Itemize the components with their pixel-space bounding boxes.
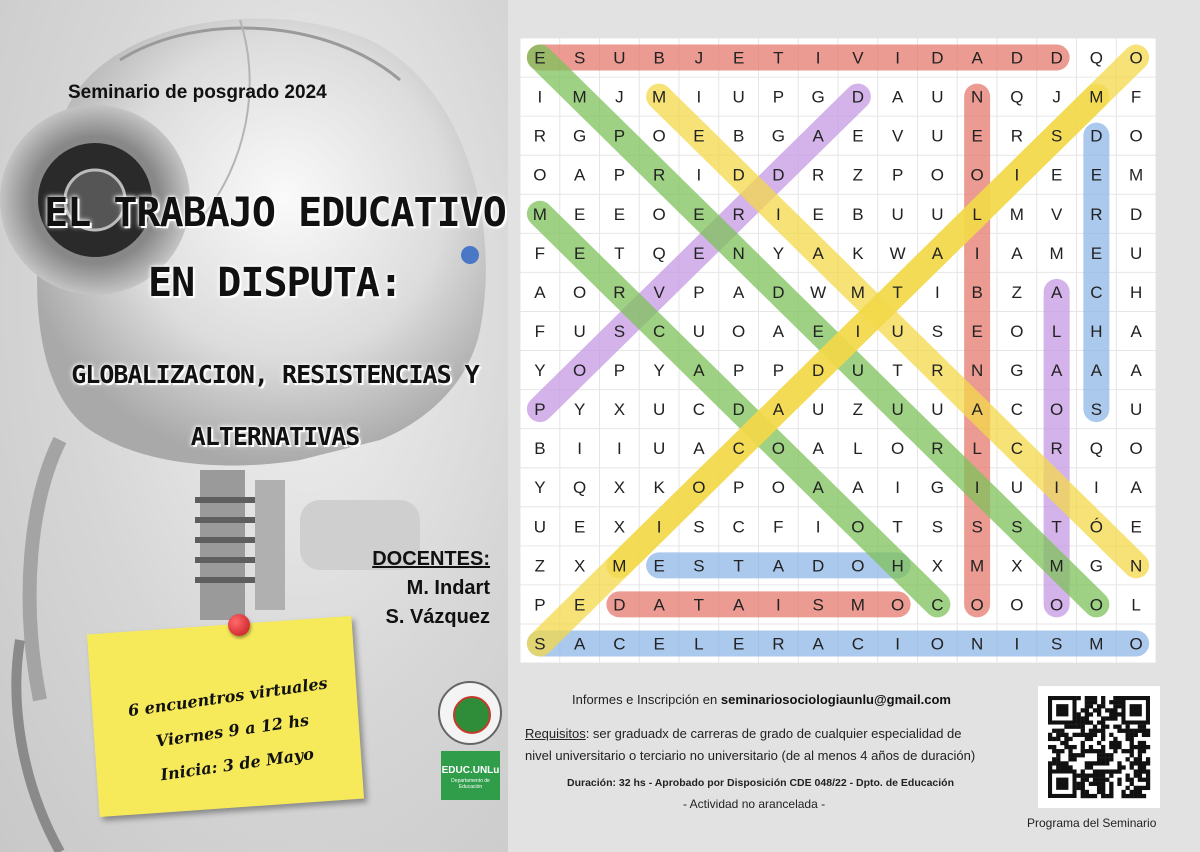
grid-letter: G (930, 478, 944, 498)
grid-letter: O (652, 204, 666, 224)
grid-letter: Q (652, 243, 666, 263)
grid-letter: C (851, 634, 865, 654)
grid-letter: O (891, 595, 905, 615)
grid-letter: V (653, 282, 665, 302)
grid-letter: R (1050, 439, 1063, 459)
grid-letter: Z (852, 400, 864, 420)
grid-letter: A (772, 321, 785, 341)
grid-letter: J (615, 87, 624, 107)
grid-letter: E (1090, 165, 1103, 185)
grid-letter: A (1050, 282, 1063, 302)
grid-letter: T (1051, 517, 1062, 537)
grid-letter: I (656, 517, 662, 537)
grid-letter: E (1130, 517, 1142, 537)
grid-letter: U (891, 400, 904, 420)
grid-letter: I (577, 439, 582, 459)
grid-letter: A (772, 400, 785, 420)
grid-letter: X (931, 556, 944, 576)
grid-letter: P (534, 400, 546, 420)
grid-letter: I (974, 243, 980, 263)
grid-letter: M (532, 204, 547, 224)
grid-letter: I (1094, 478, 1099, 498)
grid-letter: P (613, 361, 626, 381)
grid-letter: C (732, 439, 745, 459)
grid-letter: I (696, 165, 702, 185)
grid-letter: A (1130, 478, 1142, 498)
grid-letter: O (771, 478, 785, 498)
title-line-3: GLOBALIZACION, RESISTENCIAS Y (71, 360, 479, 389)
grid-letter: U (573, 321, 586, 341)
docente-name: M. Indart (406, 577, 490, 599)
grid-letter: R (931, 361, 944, 381)
grid-letter: S (971, 517, 983, 537)
grid-letter: D (732, 400, 745, 420)
docentes-block (360, 545, 490, 632)
grid-letter: E (653, 634, 665, 654)
grid-letter: O (732, 321, 746, 341)
educ-unlu-logo (441, 751, 500, 800)
grid-letter: O (1050, 400, 1064, 420)
note-line-schedule: Viernes 9 a 12 hs (154, 710, 311, 751)
grid-letter: U (851, 361, 865, 381)
grid-letter: I (537, 87, 543, 107)
requirements-line-1: : ser graduadx de carreras de grado de cualquier especialidad de (585, 726, 962, 741)
requirements (525, 723, 975, 767)
grid-letter: E (693, 126, 705, 146)
grid-letter: M (652, 87, 667, 107)
contact-line (572, 692, 951, 707)
grid-letter: M (612, 556, 627, 576)
grid-letter: T (892, 517, 903, 537)
word-search-grid (520, 38, 1156, 663)
requirements-label: Requisitos (525, 726, 586, 741)
grid-letter: A (693, 439, 705, 459)
grid-letter: Q (1089, 439, 1103, 459)
grid-letter: R (931, 439, 944, 459)
grid-letter: D (732, 165, 745, 185)
title-line-1: EL TRABAJO EDUCATIVO (44, 190, 506, 236)
grid-letter: E (653, 556, 665, 576)
grid-letter: U (692, 321, 706, 341)
grid-letter: L (972, 439, 982, 459)
grid-letter: S (1011, 517, 1023, 537)
grid-letter: E (573, 204, 586, 224)
grid-letter: A (732, 595, 745, 615)
grid-letter: B (852, 204, 864, 224)
grid-letter: U (931, 204, 944, 224)
grid-letter: T (733, 556, 744, 576)
grid-letter: U (613, 48, 626, 68)
grid-letter: U (533, 517, 547, 537)
grid-letter: I (895, 48, 900, 68)
grid-letter: E (971, 126, 983, 146)
grid-letter: O (970, 165, 984, 185)
grid-letter: W (810, 282, 827, 302)
grid-letter: H (1090, 321, 1103, 341)
grid-letter: G (811, 87, 825, 107)
grid-letter: V (891, 126, 904, 146)
grid-letter: X (1011, 556, 1023, 576)
grid-letter: C (732, 517, 745, 537)
grid-letter: A (971, 48, 983, 68)
grid-letter: I (895, 478, 900, 498)
grid-letter: P (613, 165, 626, 185)
grid-letter: A (772, 556, 785, 576)
grid-letter: P (732, 361, 745, 381)
grid-letter: A (1130, 321, 1142, 341)
grid-letter: I (1014, 165, 1020, 185)
grid-letter: O (1129, 634, 1143, 654)
grid-letter: M (850, 282, 865, 302)
grid-letter: T (693, 595, 705, 615)
grid-letter: E (573, 595, 586, 615)
title-line-2: EN DISPUTA: (148, 260, 402, 306)
grid-letter: Q (1010, 87, 1024, 107)
grid-letter: E (534, 48, 546, 68)
grid-letter: V (1050, 204, 1063, 224)
grid-letter: D (811, 556, 825, 576)
grid-letter: I (696, 87, 702, 107)
grid-letter: T (892, 282, 903, 302)
grid-letter: F (534, 243, 546, 263)
requirements-line-2: nivel universitario o terciario no universitario (de al menos 4 años de duración) (525, 748, 976, 763)
grid-letter: F (534, 321, 546, 341)
grid-letter: O (970, 595, 984, 615)
grid-letter: N (970, 361, 984, 381)
grid-letter: D (772, 282, 785, 302)
grid-letter: D (931, 48, 944, 68)
grid-letter: Q (573, 478, 587, 498)
grid-letter: A (573, 165, 586, 185)
grid-letter: S (931, 321, 944, 341)
grid-letter: P (772, 361, 785, 381)
qr-caption: Programa del Seminario (1027, 816, 1157, 830)
grid-letter: I (1054, 478, 1059, 498)
grid-letter: U (811, 400, 825, 420)
grid-letter: F (1130, 87, 1142, 107)
seminar-label: Seminario de posgrado 2024 (68, 82, 327, 103)
grid-letter: D (772, 165, 785, 185)
grid-letter: S (931, 517, 944, 537)
grid-letter: I (935, 282, 940, 302)
grid-letter: L (1131, 595, 1141, 615)
grid-letter: R (613, 282, 626, 302)
grid-letter: O (930, 165, 944, 185)
grid-letter: E (693, 204, 705, 224)
grid-letter: M (1049, 243, 1064, 263)
grid-letter: A (1011, 243, 1023, 263)
grid-letter: M (1009, 204, 1024, 224)
grid-letter: K (852, 243, 864, 263)
grid-letter: Q (1089, 48, 1103, 68)
grid-letter: N (1129, 556, 1143, 576)
robot-poster-panel (0, 0, 508, 852)
grid-letter: A (971, 400, 983, 420)
grid-letter: C (1010, 439, 1024, 459)
grid-letter: J (1052, 87, 1061, 107)
grid-letter: U (1010, 478, 1024, 498)
grid-letter: I (815, 48, 821, 68)
grid-letter: A (732, 282, 745, 302)
grid-letter: D (1129, 204, 1143, 224)
grid-letter: I (617, 439, 622, 459)
grid-letter: A (1130, 361, 1142, 381)
grid-letter: D (811, 361, 825, 381)
grid-letter: U (732, 87, 745, 107)
grid-letter: R (772, 634, 785, 654)
docentes-label: DOCENTES: (372, 548, 490, 570)
grid-letter: U (891, 204, 904, 224)
grid-letter: S (812, 595, 824, 615)
grid-letter: L (1051, 321, 1062, 341)
grid-letter: A (812, 243, 824, 263)
grid-letter: F (773, 517, 784, 537)
grid-letter: S (693, 517, 705, 537)
grid-letter: G (1089, 556, 1103, 576)
grid-letter: R (1090, 204, 1103, 224)
grid-letter: D (613, 595, 626, 615)
grid-letter: O (533, 165, 547, 185)
grid-letter: R (652, 165, 666, 185)
grid-letter: R (732, 204, 745, 224)
grid-letter: M (1049, 556, 1064, 576)
grid-letter: S (613, 321, 626, 341)
grid-letter: I (776, 595, 781, 615)
grid-letter: Y (534, 478, 546, 498)
grid-letter: E (971, 321, 983, 341)
grid-letter: R (811, 165, 825, 185)
grid-letter: T (614, 243, 625, 263)
grid-letter: A (653, 595, 665, 615)
grid-letter: C (1010, 400, 1024, 420)
grid-letter: O (1129, 439, 1143, 459)
grid-letter: C (931, 595, 944, 615)
grid-letter: Z (1011, 282, 1023, 302)
activity-line: - Actividad no arancelada - (683, 797, 826, 811)
grid-letter: B (534, 439, 546, 459)
grid-letter: T (892, 361, 903, 381)
grid-letter: A (812, 439, 824, 459)
grid-letter: V (852, 48, 864, 68)
grid-letter: G (771, 126, 785, 146)
grid-letter: L (972, 204, 982, 224)
grid-letter: Y (653, 361, 665, 381)
grid-letter: A (534, 282, 546, 302)
grid-letter: A (812, 126, 824, 146)
grid-letter: M (1089, 87, 1104, 107)
grid-letter: S (1050, 126, 1063, 146)
grid-letter: E (732, 48, 745, 68)
grid-letter: B (732, 126, 745, 146)
grid-letter: O (851, 556, 865, 576)
grid-letter: U (931, 126, 944, 146)
grid-letter: U (931, 400, 944, 420)
grid-letter: E (812, 204, 824, 224)
grid-letter: I (974, 478, 980, 498)
grid-letter: I (815, 517, 821, 537)
grid-letter: U (891, 321, 904, 341)
grid-letter: H (891, 556, 904, 576)
grid-letter: A (693, 361, 705, 381)
grid-letter: U (652, 439, 666, 459)
grid-letter: B (653, 48, 665, 68)
grid-letter: M (970, 556, 985, 576)
grid-letter: A (1050, 361, 1063, 381)
grid-letter: P (693, 282, 705, 302)
grid-letter: D (1050, 48, 1063, 68)
grid-letter: C (613, 634, 626, 654)
grid-letter: M (572, 87, 587, 107)
qr-code[interactable] (1038, 686, 1160, 808)
grid-letter: A (931, 243, 944, 263)
grid-letter: E (812, 321, 824, 341)
grid-letter: M (1089, 634, 1104, 654)
grid-letter: A (812, 478, 824, 498)
grid-letter: K (653, 478, 665, 498)
grid-letter: C (692, 400, 706, 420)
educ-logo-subtext: Departamento de Educación (451, 778, 490, 790)
grid-letter: A (891, 87, 904, 107)
grid-letter: O (1089, 595, 1103, 615)
grid-letter: Y (534, 361, 546, 381)
grid-letter: M (1129, 165, 1144, 185)
grid-letter: E (852, 126, 864, 146)
grid-letter: E (573, 517, 586, 537)
grid-letter: Y (772, 243, 785, 263)
grid-letter: X (613, 400, 626, 420)
grid-letter: N (970, 87, 984, 107)
grid-letter: C (1090, 282, 1103, 302)
grid-letter: O (1010, 321, 1024, 341)
grid-letter: X (613, 517, 626, 537)
title-line-4: ALTERNATIVAS (190, 422, 360, 451)
word-search-svg (520, 38, 1156, 663)
grid-letter: P (891, 165, 904, 185)
grid-letter: O (692, 478, 706, 498)
grid-letter: O (573, 282, 587, 302)
note-line-start: Inicia: 3 de Mayo (159, 744, 315, 785)
contact-email[interactable]: seminariosociologiaunlu@gmail.com (720, 692, 951, 707)
grid-letter: E (1050, 165, 1063, 185)
grid-letter: P (534, 595, 546, 615)
grid-letter: Y (573, 400, 586, 420)
grid-letter: S (693, 556, 705, 576)
grid-letter: U (652, 400, 666, 420)
grid-letter: I (855, 321, 861, 341)
grid-letter: Z (534, 556, 546, 576)
grid-letter: X (613, 478, 626, 498)
grid-letter: I (1014, 634, 1020, 654)
grid-letter: B (971, 282, 983, 302)
grid-letter: D (1010, 48, 1024, 68)
grid-letter: Ó (1089, 517, 1103, 537)
grid-letter: A (1090, 361, 1103, 381)
grid-letter: O (771, 439, 785, 459)
grid-letter: S (1050, 634, 1063, 654)
grid-letter: D (1090, 126, 1103, 146)
grid-letter: L (853, 439, 863, 459)
grid-letter: O (851, 517, 865, 537)
grid-letter: R (1010, 126, 1024, 146)
grid-letter: P (732, 478, 745, 498)
grid-letter: D (851, 87, 865, 107)
qr-code-svg (1038, 686, 1160, 808)
grid-letter: W (889, 243, 906, 263)
grid-letter: E (1090, 243, 1103, 263)
grid-letter: I (776, 204, 781, 224)
grid-letter: T (773, 48, 784, 68)
grid-letter: N (732, 243, 745, 263)
grid-letter: O (1050, 595, 1064, 615)
grid-letter: P (613, 126, 626, 146)
grid-letter: P (772, 87, 785, 107)
grid-letter: O (1129, 126, 1143, 146)
contact-label: Informes e Inscripción en (572, 692, 718, 707)
grid-letter: O (1129, 48, 1143, 68)
university-seal-logo (438, 681, 502, 745)
grid-letter: H (1129, 282, 1143, 302)
grid-letter: L (694, 634, 704, 654)
grid-letter: O (930, 634, 944, 654)
grid-letter: G (573, 126, 587, 146)
grid-letter: O (891, 439, 905, 459)
grid-letter: U (1129, 400, 1143, 420)
grid-letter: U (1129, 243, 1143, 263)
grid-letter: N (970, 634, 984, 654)
grid-letter: O (652, 126, 666, 146)
grid-letter: A (812, 634, 824, 654)
grid-letter: E (693, 243, 705, 263)
grid-letter: I (895, 634, 900, 654)
grid-letter: E (732, 634, 745, 654)
grid-letter: C (652, 321, 666, 341)
grid-letter: Z (852, 165, 864, 185)
grid-letter: S (1090, 400, 1103, 420)
grid-letter: A (573, 634, 586, 654)
grid-letter: E (613, 204, 626, 224)
grid-letter: M (850, 595, 865, 615)
grid-letter: G (1010, 361, 1024, 381)
grid-letter: A (852, 478, 864, 498)
grid-letter: U (931, 87, 944, 107)
grid-letter: O (1010, 595, 1024, 615)
grid-letter: J (694, 48, 704, 68)
grid-letter: S (534, 634, 546, 654)
pushpin-icon (228, 614, 250, 636)
grid-letter: O (573, 361, 587, 381)
docente-name: S. Vázquez (385, 606, 490, 628)
grid-letter: X (573, 556, 586, 576)
grid-letter: S (573, 48, 586, 68)
grid-letter: R (533, 126, 547, 146)
duration-line: Duración: 32 hs - Aprobado por Disposición CDE 048/22 - Dpto. de Educación (567, 777, 955, 789)
grid-letter: E (573, 243, 586, 263)
educ-logo-text: EDUC.UNLu (441, 765, 500, 776)
note-line-sessions: 6 encuentros virtuales (126, 673, 329, 721)
